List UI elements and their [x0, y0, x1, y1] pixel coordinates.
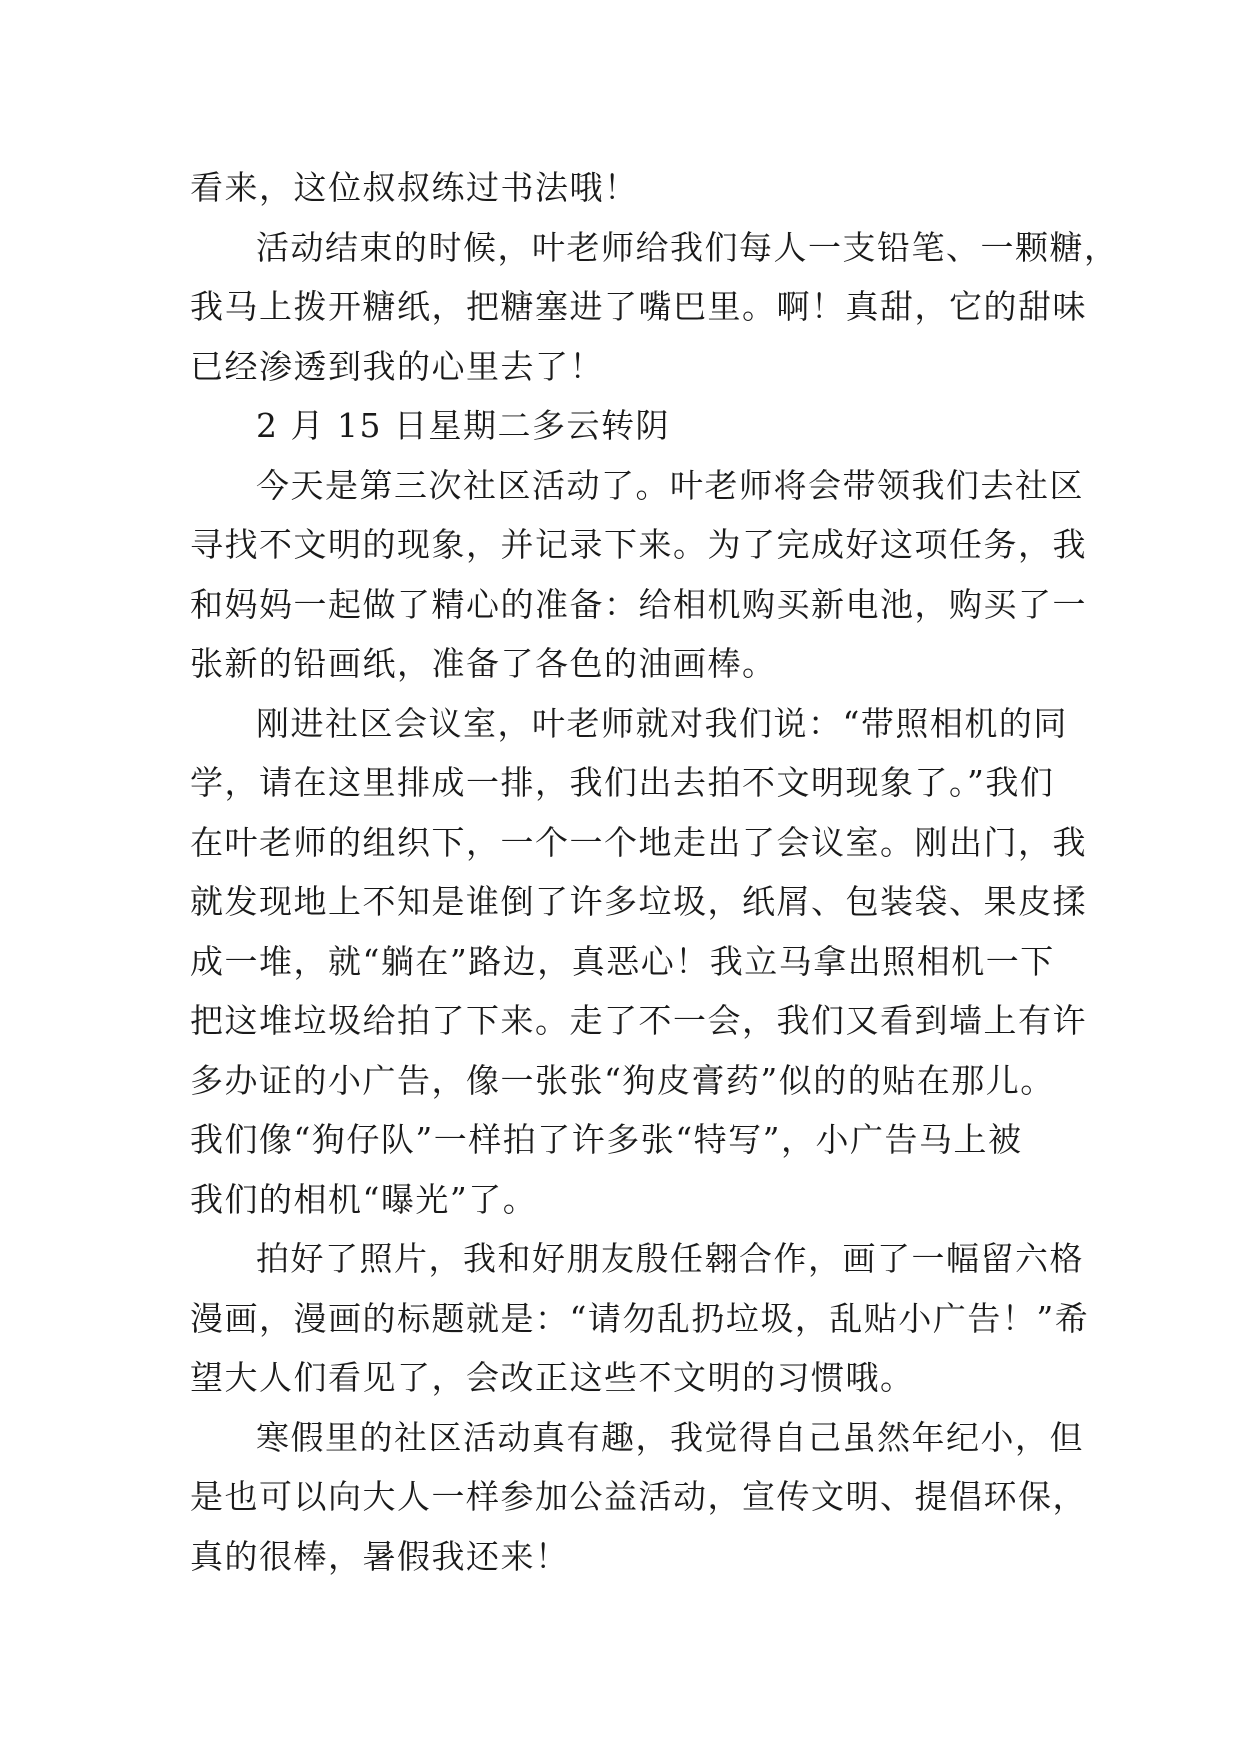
text-line: 在叶老师的组织下，一个一个地走出了会议室。刚出门，我 — [190, 822, 1087, 862]
text-line: 和妈妈一起做了精心的准备：给相机购买新电池，购买了一 — [190, 584, 1087, 624]
text-line: 已经渗透到我的心里去了！ — [190, 346, 604, 386]
diary-date-heading: 2 月 15 日星期二多云转阴 — [256, 406, 670, 445]
text-line: 我们的相机“曝光”了。 — [190, 1179, 538, 1219]
text-line: 把这堆垃圾给拍了下来。走了不一会，我们又看到墙上有许 — [190, 1001, 1087, 1040]
document-body — [190, 158, 1119, 1586]
text-line: 我们像“狗仔队”一样拍了许多张“特写”，小广告马上被 — [190, 1120, 1023, 1159]
text-line: 漫画，漫画的标题就是：“请勿乱扔垃圾，乱贴小广告！”希 — [190, 1298, 1090, 1338]
text-line: 就发现地上不知是谁倒了许多垃圾，纸屑、包装袋、果皮揉 — [190, 882, 1087, 921]
paragraph-start-line: 拍好了照片，我和好朋友殷任翱合作，画了一幅留六格 — [256, 1239, 1084, 1278]
text-line: 学，请在这里排成一排，我们出去拍不文明现象了。”我们 — [190, 763, 1055, 802]
text-line: 我马上拨开糖纸，把糖塞进了嘴巴里。啊！真甜，它的甜味 — [190, 287, 1087, 326]
text-line: 张新的铅画纸，准备了各色的油画棒。 — [190, 644, 777, 683]
text-line: 望大人们看见了，会改正这些不文明的习惯哦。 — [190, 1358, 915, 1397]
text-line: 寻找不文明的现象，并记录下来。为了完成好这项任务，我 — [190, 525, 1087, 564]
text-line: 多办证的小广告，像一张张“狗皮膏药”似的的贴在那儿。 — [190, 1060, 1055, 1100]
text-line: 真的很棒，暑假我还来！ — [190, 1536, 570, 1576]
paragraph-start-line: 今天是第三次社区活动了。叶老师将会带领我们去社区 — [256, 465, 1084, 505]
text-line: 看来，这位叔叔练过书法哦！ — [190, 168, 639, 207]
paragraph-start-line: 活动结束的时候，叶老师给我们每人一支铅笔、一颗糖， — [256, 227, 1119, 267]
text-line: 成一堆，就“躺在”路边，真恶心！我立马拿出照相机一下 — [190, 941, 1055, 981]
paragraph-start-line: 寒假里的社区活动真有趣，我觉得自己虽然年纪小，但 — [256, 1417, 1084, 1457]
text-line: 是也可以向大人一样参加公益活动，宣传文明、提倡环保， — [190, 1477, 1087, 1516]
paragraph-start-line: 刚进社区会议室，叶老师就对我们说：“带照相机的同 — [256, 703, 1068, 743]
